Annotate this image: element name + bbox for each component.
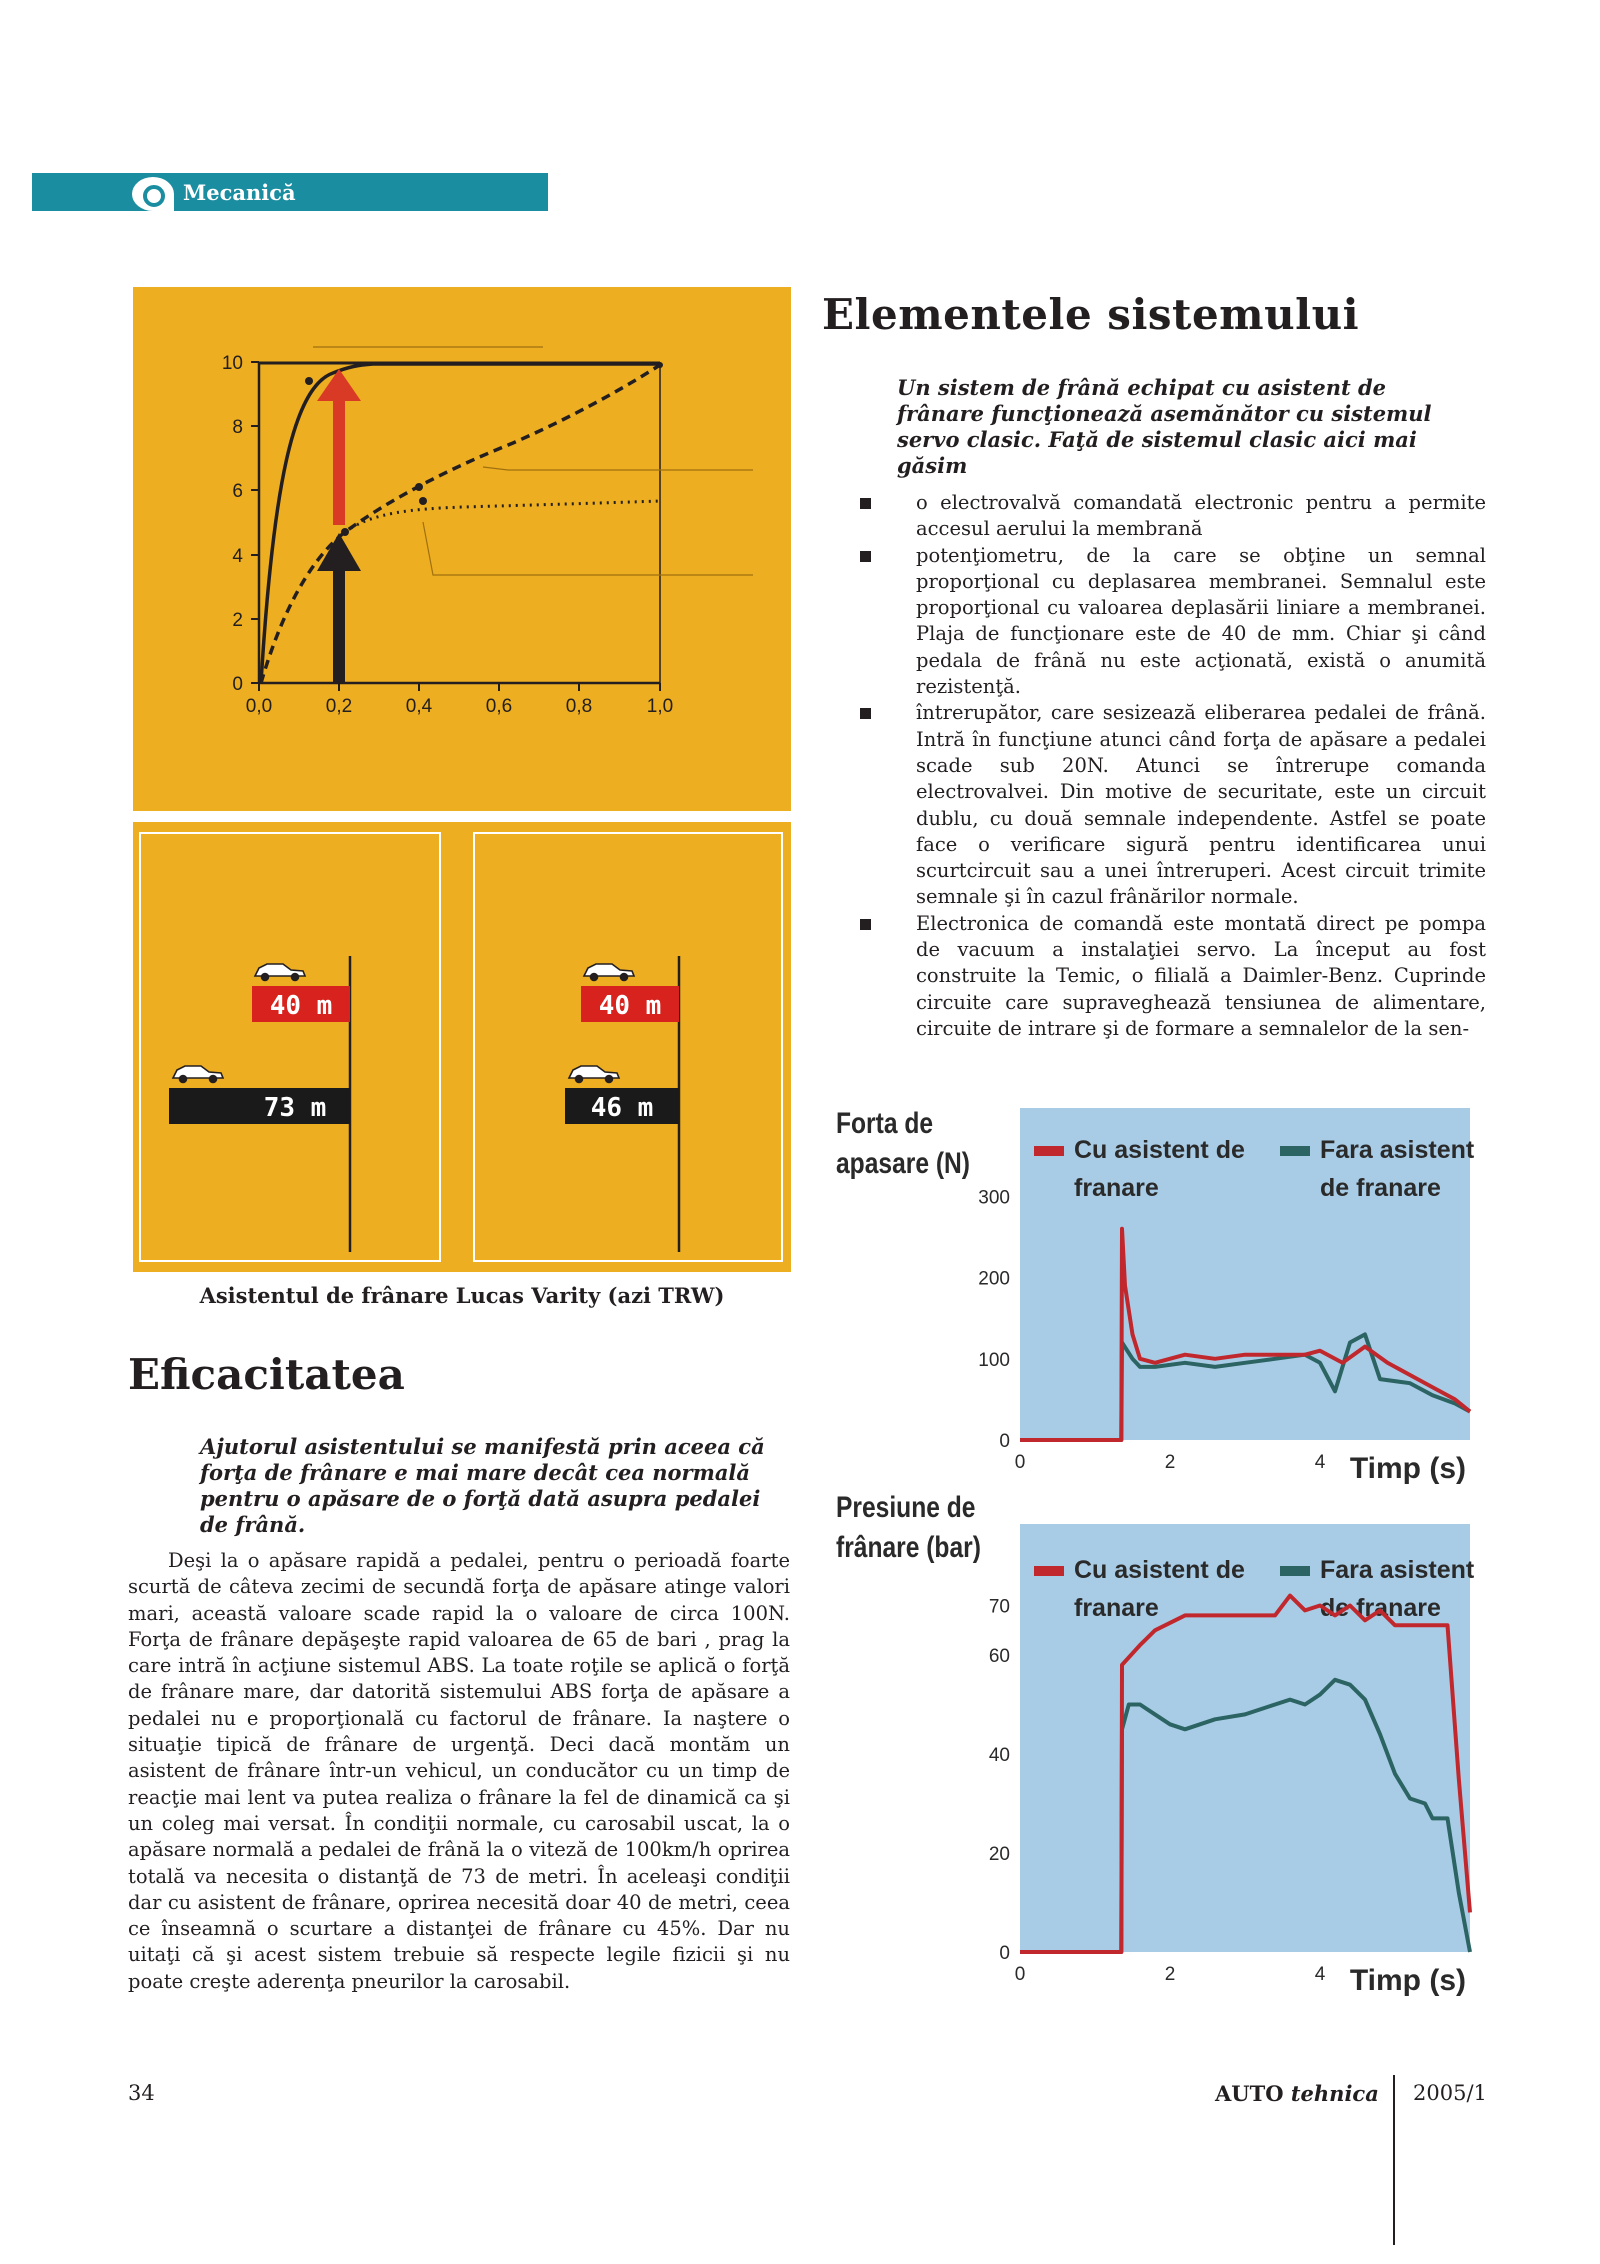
x-tick-label: 4 [1314,1452,1326,1473]
list-item: o electrovalvă comandată electronic pentru a permite accesul aerului la membrană [858,490,1486,543]
x-tick-label: 1,0 [646,696,674,717]
efficacy-paragraph: Deşi la o apăsare rapidă a pedalei, pentru o perioadă foarte scurtă de câteva zecimi de secundă forţa de apăsare atinge valori mari, această valoare scade rapid la o valoare de circa 100N. Forţa de frânare depăşeşte rapid valoarea de 65 de bari , prag la care intră în acţiune sistemul ABS. La toate roţile se aplică o forţă de frânare mare, dar datorită sistemului ABS forţa de apăsare a pedalei nu e proporţională cu factorul de frânare. Ia naştere o situaţie tipică de frânare de urgenţă. Deci dacă montăm un asistent de frânare într-un vehicul, un conducător cu un timp de reacţie mai lent va putea realiza o frânare la fel de dinamică ca şi un coleg mai versat. În condiţii normale, cu carosabil uscat, la o apăsare normală a pedalei de frână la o viteză de 100km/h oprirea totală va necesita o distanţă de 73 de metri. În aceleaşi condiţii dar cu asistent de frânare, oprirea necesită doar 40 de metri, ceea ce înseamnă o scurtare a distanţei de frânare cu 45%. Dar nu uitaţi că şi acest sistem trebuie să respecte legile fizicii şi nu poate creşte aderenţa pneurilor la carosabil. [128,1549,790,1993]
section-title-system: Elementele sistemului [822,290,1360,339]
y-tick-label: 4 [232,546,243,567]
curve-normal-dotted [345,501,660,532]
list-item: întrerupător, care sesizează eliberarea pedalei de frână. Intră în funcţiune atunci când forţa de apăsare a pedalei scade sub 20N. Atunci se întrerupe comanda electrovalvei. Din motive de securitate, este un circuit dublu, cu două semnale independente. Astfel se poate face o verificare sigură pentru identificarea unui scurtcircuit sau a unei întreruperi. Acest circuit trimite semnale şi în cazul frânărilor normale. [858,700,1486,910]
chart2-title: Presiune de frânare (bar) [836,1491,981,1564]
car-icon [173,1066,223,1083]
x-tick-label: 0,8 [565,696,593,717]
x-axis-label: Timp (s) [1349,1964,1466,1997]
x-tick-label: 0,6 [485,696,513,717]
bullet-square-icon [860,551,871,562]
system-elements-list [858,490,1486,1042]
y-tick-label: 6 [232,481,243,502]
x-tick-label: 0,0 [245,696,273,717]
y-tick-label: 0 [999,1943,1010,1964]
x-tick-label: 0 [1014,1964,1026,1985]
legend-swatch [1034,1566,1064,1576]
brake-pressure-chart [960,1524,1480,2012]
x-tick-label: 0,4 [405,696,433,717]
issue-number: 2005/1 [1413,2081,1487,2105]
legend-label: Cu asistent de [1074,1136,1245,1164]
y-tick-label: 0 [999,1431,1010,1452]
legend-label: Fara asistent [1320,1136,1475,1164]
legend-label: de franare [1320,1174,1441,1202]
bullet-square-icon [860,498,871,509]
legend-label: de franare [1320,1594,1441,1622]
legend-label: franare [1074,1174,1159,1202]
footer-divider [1393,2075,1395,2245]
car-icon [255,964,305,981]
x-axis-label: Timp (s) [1349,1452,1466,1485]
curve-with-assistant [261,364,660,683]
car-icon [569,1066,619,1083]
curve-point-marker [419,497,427,505]
x-tick-label: 0,2 [325,696,353,717]
section-title-efficacy: Eficacitatea [128,1350,405,1399]
y-tick-label: 8 [232,417,243,438]
legend-label: Fara asistent [1320,1556,1475,1584]
plot-background [1020,1524,1470,1952]
y-tick-label: 100 [978,1349,1010,1371]
x-tick-label: 2 [1164,1452,1176,1473]
curve-point-marker [657,362,663,368]
y-tick-label: 60 [988,1646,1010,1667]
legend-swatch [1280,1146,1310,1156]
distance-label-normal: 73 m [263,1093,327,1123]
y-tick-label: 200 [978,1268,1010,1290]
magazine-logo-icon [132,177,174,211]
x-tick-label: 0 [1014,1452,1026,1473]
y-tick-label: 20 [988,1844,1010,1865]
distance-label-assisted: 40 m [269,991,333,1021]
brake-curve-figure [133,287,791,811]
legend-label: franare [1074,1594,1159,1622]
section-label: Mecanică [183,180,296,205]
page-number: 34 [128,2081,155,2105]
list-item: Electronica de comandă este montată direct pe pompa de vacuum a instalaţiei servo. La început au fost construite la Temic, o filială a Daimler-Benz. Cuprinde circuite care supraveghează tensiunea de alimentare, circuite de intrare şi de formare a semnalelor de la sen- [858,911,1486,1042]
y-tick-label: 10 [221,353,243,374]
y-tick-label: 40 [988,1745,1010,1766]
brake-curve-diagram [133,287,791,811]
distance-label-assisted: 40 m [598,991,662,1021]
y-tick-label: 2 [232,610,243,631]
bullet-square-icon [860,919,871,930]
bullet-square-icon [860,708,871,719]
x-tick-label: 2 [1164,1964,1176,1985]
y-tick-label: 0 [232,674,243,695]
pedal-force-chart [960,1100,1480,1500]
section-lead-efficacy: Ajutorul asistentului se manifestă prin aceea că forţa de frânare e mai mare decât cea normală pentru o apăsare de o forţă dată asupra pedalei de frână. [200,1434,765,1537]
braking-distance-figure [133,822,791,1272]
figure-caption: Asistentul de frânare Lucas Varity (azi TRW) [199,1283,725,1308]
red-arrow-icon [317,369,361,525]
y-tick-label: 70 [988,1596,1010,1618]
magazine-name: AUTO tehnica [1215,2081,1379,2106]
list-item: potenţiometru, de la care se obţine un semnal proporţional cu deplasarea membranei. Semnalul este proporţional cu valoarea deplasării liniare a membranei. Plaja de funcţionare este de 40 de mm. Chiar şi când pedala de frână nu este acţionată, există o anumită rezistenţă. [858,543,1486,701]
x-tick-label: 4 [1314,1964,1326,1985]
distance-label-normal: 46 m [590,1093,654,1123]
car-icon [584,964,634,981]
curve-point-marker [305,377,313,385]
braking-distance-diagram [133,822,791,1272]
legend-label: Cu asistent de [1074,1556,1245,1584]
curve-normal-dashed [261,365,660,683]
section-lead-system: Un sistem de frână echipat cu asistent de frânare funcţionează asemănător cu sistemul servo clasic. Faţă de sistemul clasic aici mai găsim [897,375,1432,478]
legend-swatch [1034,1146,1064,1156]
y-tick-label: 300 [978,1187,1010,1209]
chart1-title: Forta de apasare (N) [836,1107,970,1180]
curve-point-marker [415,483,423,491]
legend-swatch [1280,1566,1310,1576]
curve-point-marker [341,528,349,536]
